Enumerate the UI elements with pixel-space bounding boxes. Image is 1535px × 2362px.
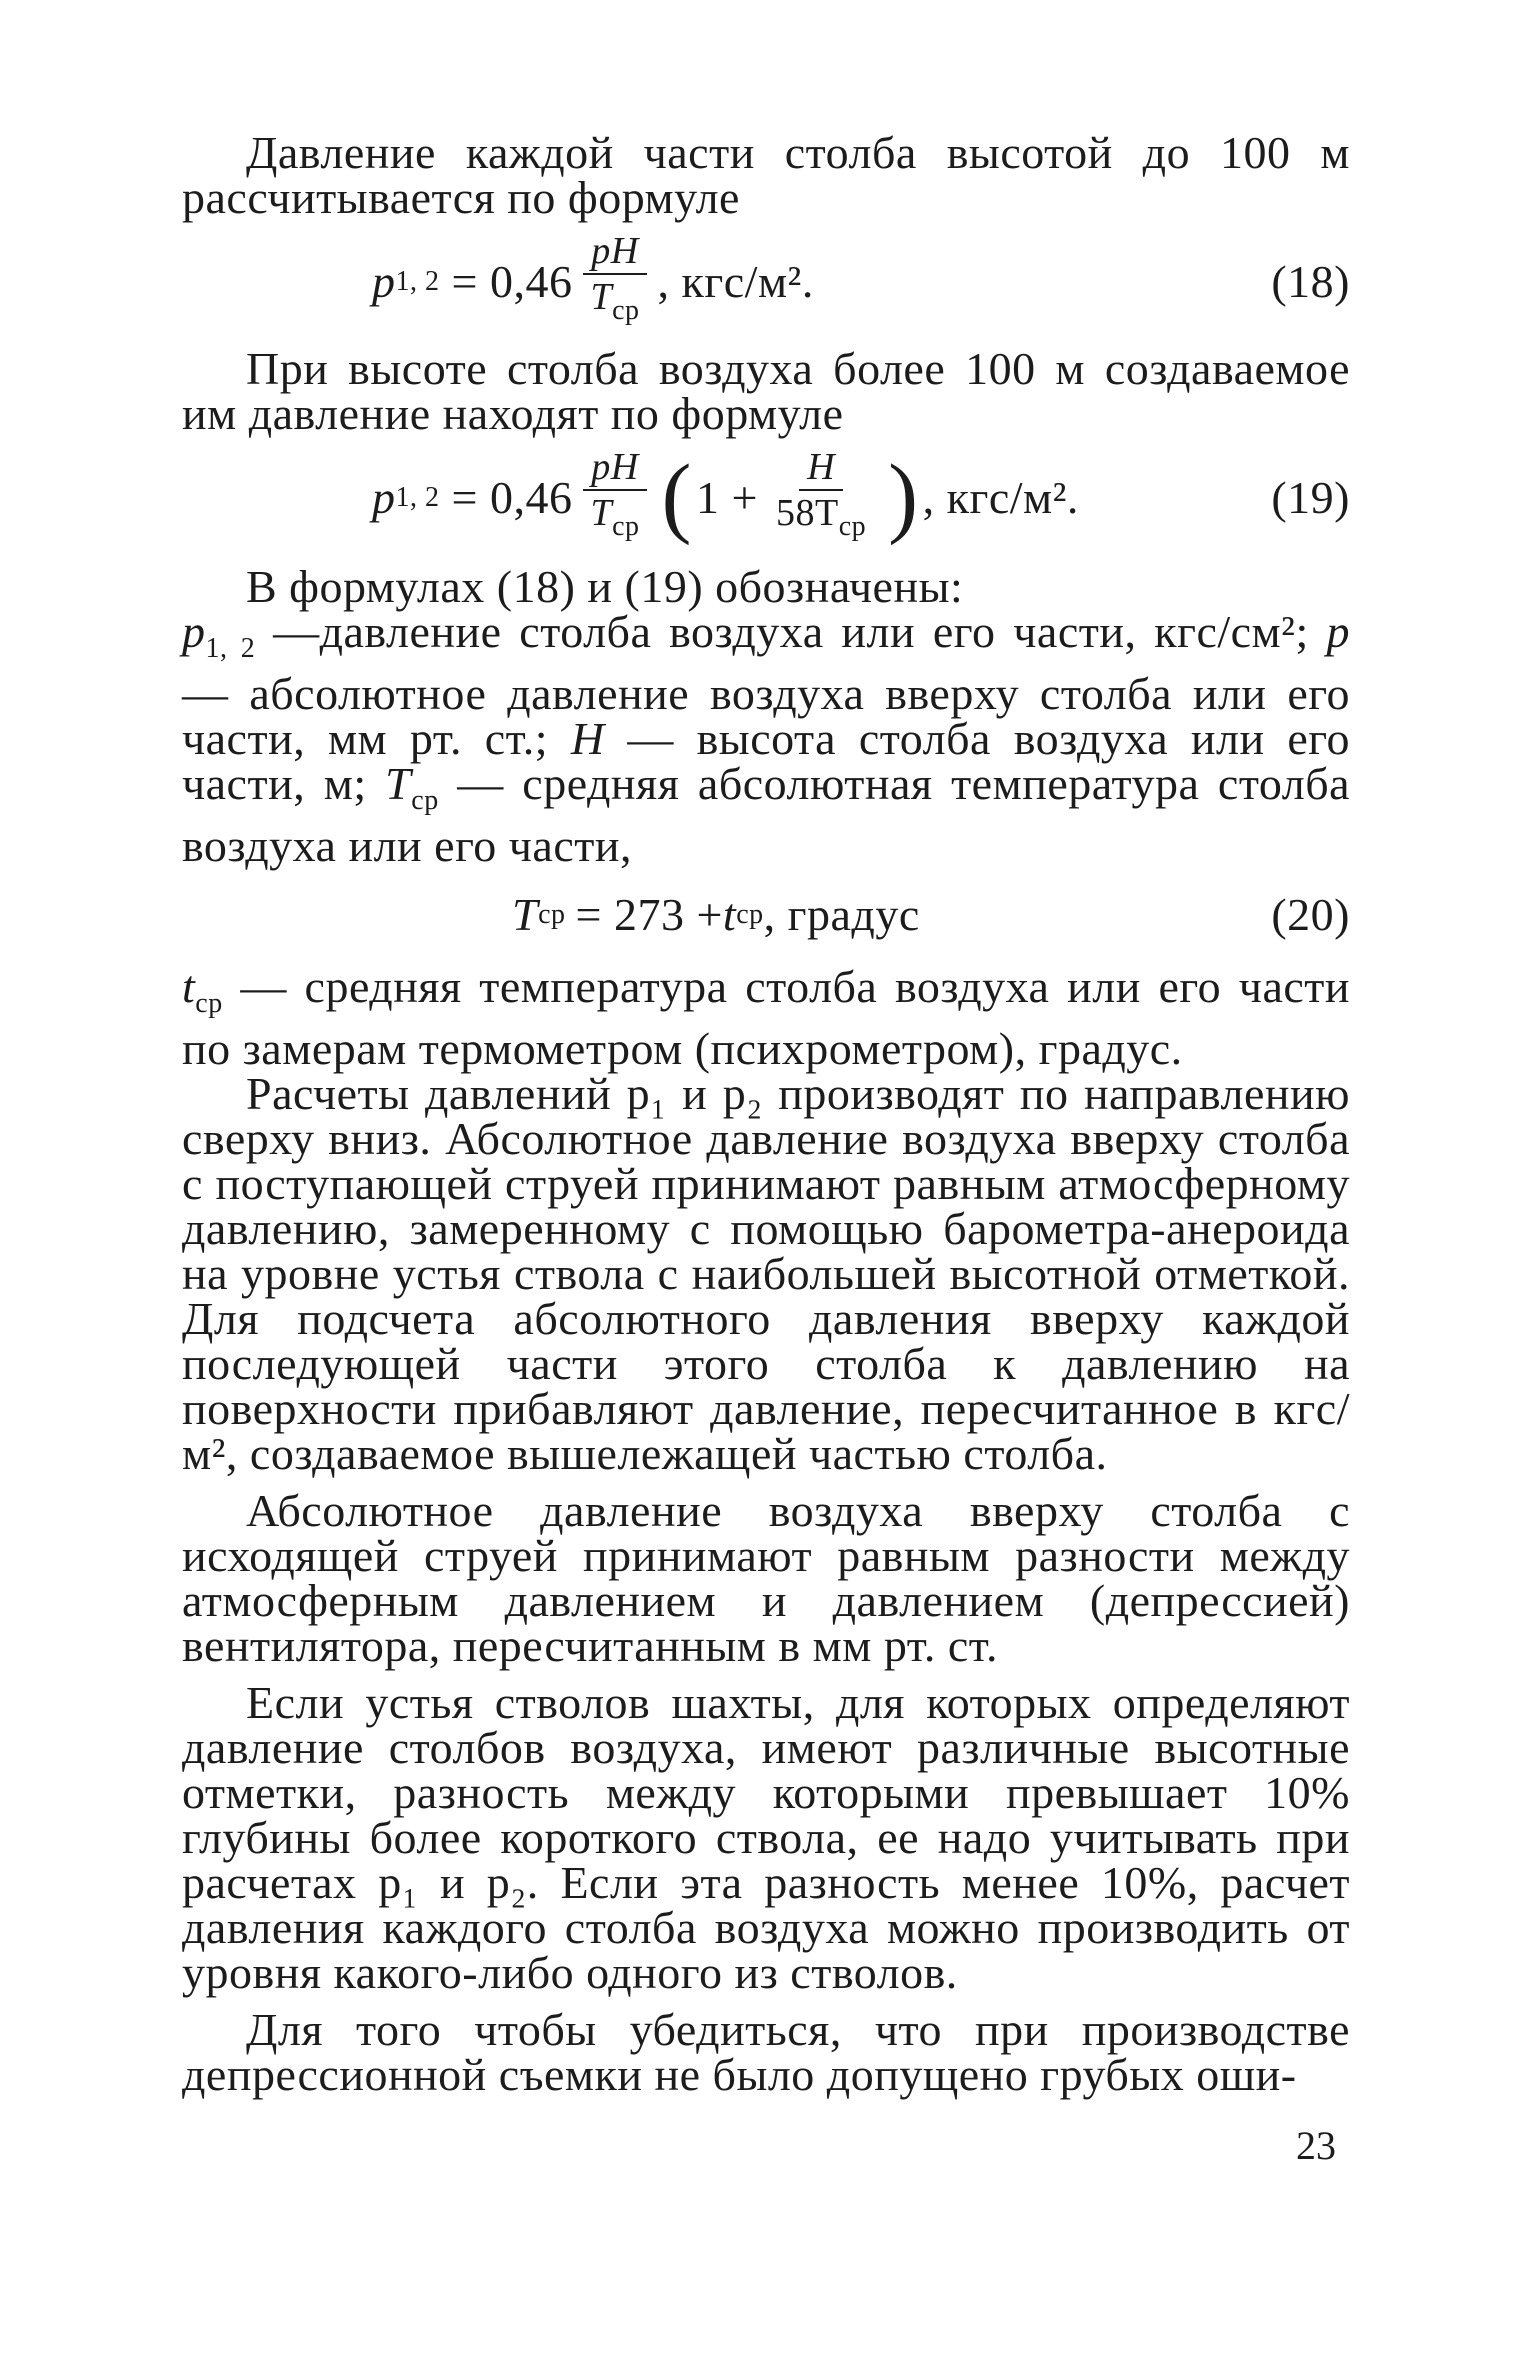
paragraph-6: Если устья стволов шахты, для которых определяют давление столбов воздуха, имеют различные высотные отметки, разность между которыми превышает 10% глубины более короткого ствола, ее надо учитывать при расчетах p₁ и p₂. Если эта разность менее 10%, расчет давления каждого столба воздуха можно производить от уровня какого-либо одного из стволов. [182, 1677, 1350, 1998]
definition-tcp: — средняя температура столба воздуха или его части по замерам термометром (психрометром), градус. [182, 961, 1350, 1074]
definition-p: — абсолютное давление воздуха вверху столба или его части, мм рт. ст.; [182, 668, 1350, 764]
formula-18 [182, 226, 1350, 336]
formula-18-body: p 1, 2 = 0,46 $\frac{pH}{T_{ср}}$ , кгс/м². [372, 226, 814, 336]
formula-19 [182, 442, 1350, 552]
paragraph-1: Давление каждой части столба высотой до 100 м рассчитывается по формуле [182, 127, 1350, 223]
fraction-pH-Tcp: $\frac{pH}{T_{ср}}$ [582, 229, 647, 333]
paragraph-2: При высоте столба воздуха более 100 м создаваемое им давление находят по формуле [182, 343, 1350, 439]
paragraph-7: Для того чтобы убедиться, что при производстве депрессионной съемки не было допущено грубых оши- [182, 2004, 1350, 2100]
formula-20-body: T ср = 273 + t ср , градус [512, 888, 920, 940]
definition-tcp-line: $t_{ср}$ — средняя температура столба воздуха или его части по замерам термометром (психрометром), градус. [182, 961, 1350, 1074]
definition-p12: —давление столба воздуха или его части, кгс/см²; [273, 606, 1309, 657]
body-text [182, 127, 1351, 2100]
page-number: 23 [1296, 2123, 1336, 2168]
fraction-pH-Tcp: $\frac{pH}{T_{ср}}$ [582, 445, 647, 549]
fraction-H-58Tcp: $\frac{H}{58T_{ср}}$ [775, 446, 867, 542]
definition-Tcp: — средняя абсолютная температура столба воздуха или его части, [182, 758, 1351, 871]
formula-20 [182, 874, 1350, 954]
equation-number-18: (18) [1271, 255, 1350, 307]
paragraph-3-heading: В формулах (18) и (19) обозначены: [246, 561, 964, 612]
formula-19-body: p 1, 2 = 0,46 $\frac{pH}{T_{ср}}$ ( 1 + $\frac{H}{58T_{ср}}$ ) , кгс/м². [372, 442, 1079, 552]
definition-H: — высота столба воздуха или его части, м; [182, 713, 1351, 809]
equation-number-20: (20) [1271, 888, 1350, 940]
paragraph-4: Расчеты давлений p₁ и p₂ производят по направлению сверху вниз. Абсолютное давление воздуха вверху столба с поступающей струей принимают равным атмосферному давлению, замеренному с помощью барометра-анероида на уровне устья ствола с наибольшей высотной отметкой. Для подсчета абсолютного давления вверху каждой последующей части этого столба к давлению на поверхности прибавляют давление, пересчитанное в кгс/м², создаваемое вышележащей частью столба. [182, 1068, 1350, 1479]
equation-number-19: (19) [1271, 471, 1350, 523]
paragraph-5: Абсолютное давление воздуха вверху столба с исходящей струей принимают равным разности между атмосферным давлением и давлением (депрессией) вентилятора, пересчитанным в мм рт. ст. [182, 1485, 1350, 1671]
definitions: $p_{1, 2}$ —давление столба воздуха или его части, кгс/см²; p — абсолютное давление воздуха вверху столба или его части, мм рт. ст.; H — высота столба воздуха или его части, м; $T_{ср}$ — средняя абсолютная температура столба воздуха или его части, [182, 606, 1351, 871]
